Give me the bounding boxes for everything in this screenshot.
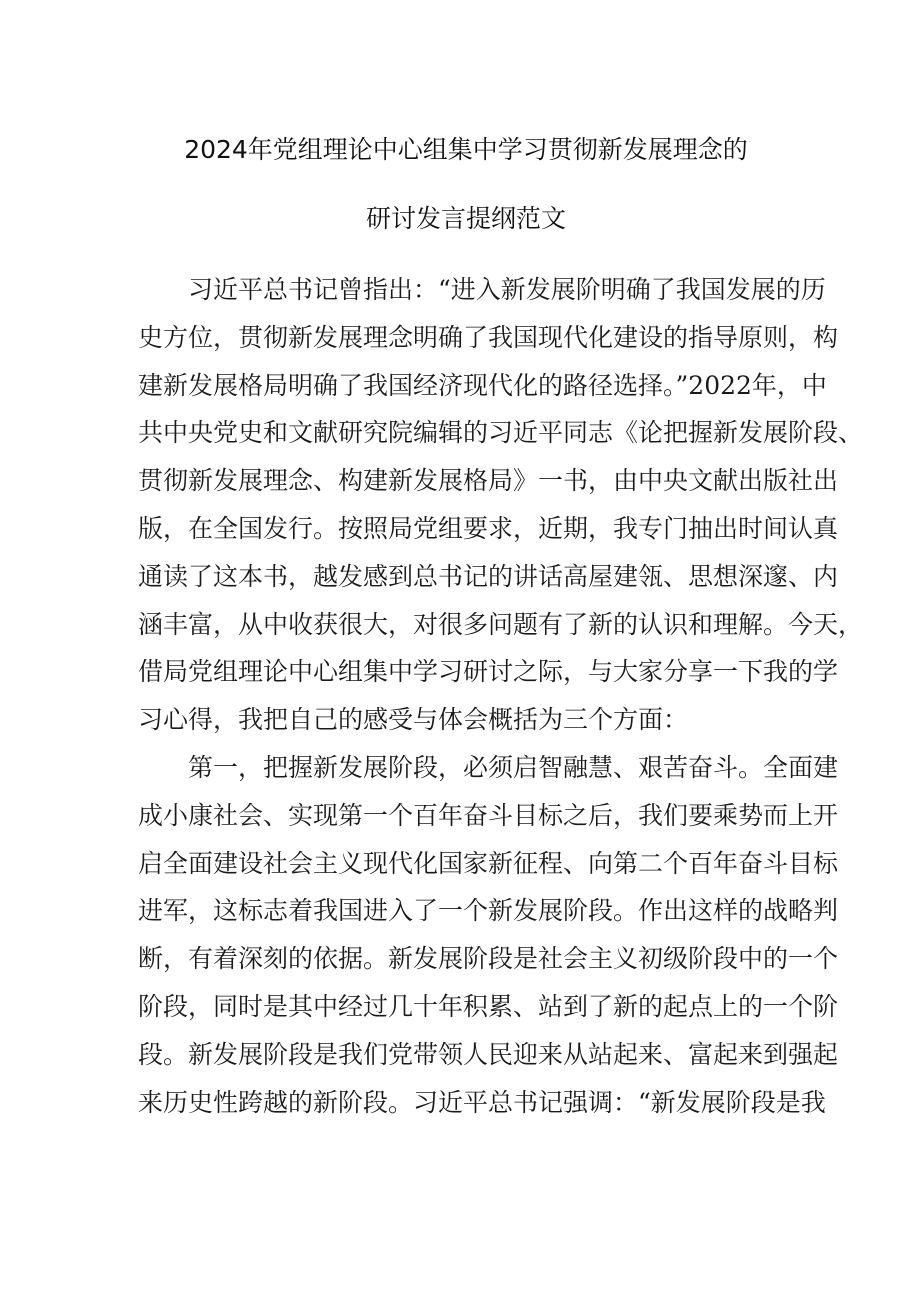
text-line: 断，有着深刻的依据。新发展阶段是社会主义初级阶段中的一个 [138,944,839,974]
text-line: 涵丰富，从中收获很大，对很多问题有了新的认识和理解。今天， [138,609,864,639]
text-line: 习心得，我把自己的感受与体会概括为三个方面： [138,705,689,735]
text-line: 通读了这本书，越发感到总书记的讲话高屋建瓴、思想深邃、内 [138,561,839,591]
text-line: 借局党组理论中心组集中学习研讨之际，与大家分享一下我的学 [138,657,839,687]
text-line: 成小康社会、实现第一个百年奋斗目标之后，我们要乘势而上开 [138,800,839,830]
paragraph-first-point [138,744,839,1126]
title-line-1: 2024年党组理论中心组集中学习贯彻新发展理念的 [184,135,748,164]
text-line: 来历史性跨越的新阶段。习近平总书记强调：“新发展阶段是我 [138,1087,826,1117]
text-line: 段。新发展阶段是我们党带领人民迎来从站起来、富起来到强起 [138,1039,839,1069]
text-line: 第一，把握新发展阶段，必须启智融慧、艰苦奋斗。全面建 [188,752,839,782]
text-line: 进军，这标志着我国进入了一个新发展阶段。作出这样的战略判 [138,896,839,926]
document-body [138,266,864,1126]
paragraph-intro [138,266,864,744]
text-line: 共中央党史和文献研究院编辑的习近平同志《论把握新发展阶段、 [138,418,864,448]
text-line: 版，在全国发行。按照局党组要求，近期，我专门抽出时间认真 [138,513,839,543]
document-title [138,115,794,253]
text-line: 史方位，贯彻新发展理念明确了我国现代化建设的指导原则，构 [138,322,839,352]
text-line: 习近平总书记曾指出：“进入新发展阶明确了我国发展的历 [188,275,826,304]
text-line: 建新发展格局明确了我国经济现代化的路径选择。”2022年，中 [138,370,827,400]
text-line: 贯彻新发展理念、构建新发展格局》一书，由中央文献出版社出 [138,466,839,496]
text-line: 阶段，同时是其中经过几十年积累、站到了新的起点上的一个阶 [138,991,839,1021]
text-line: 启全面建设社会主义现代化国家新征程、向第二个百年奋斗目标 [138,848,839,878]
title-line-2: 研讨发言提纲范文 [365,204,566,233]
